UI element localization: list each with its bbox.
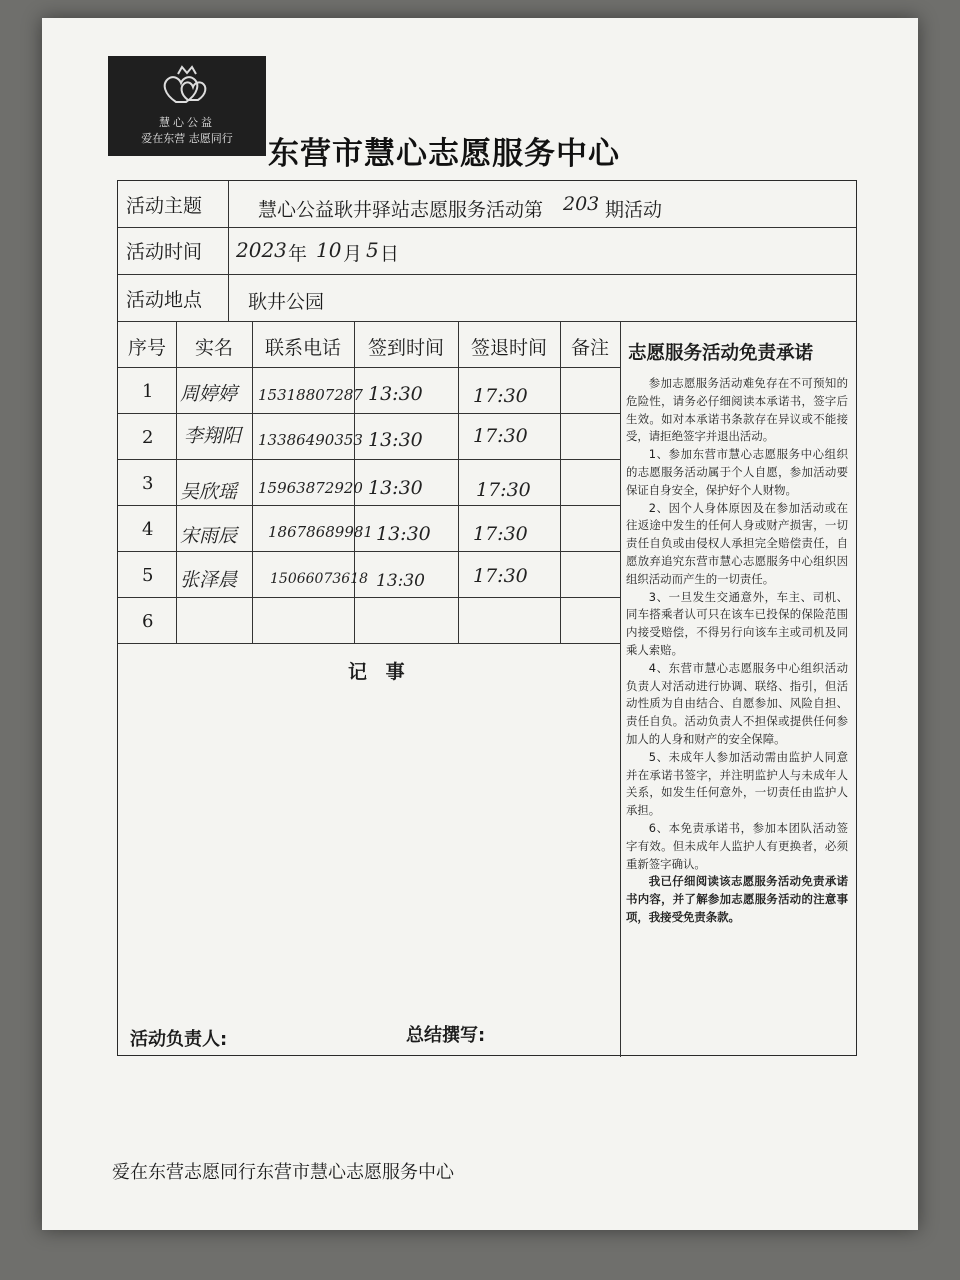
row-signin: 13:30 [376, 571, 425, 591]
row-no: 2 [142, 427, 154, 448]
row-no: 6 [142, 611, 154, 632]
row-name: 张泽晨 [180, 569, 238, 591]
leader-label: 活动负责人: [130, 1029, 228, 1050]
row-signout: 17:30 [473, 523, 528, 545]
theme-label: 活动主题 [126, 195, 203, 217]
row-signin: 13:30 [368, 477, 423, 499]
waiver-title: 志愿服务活动免责承诺 [628, 343, 814, 364]
row-name: 周婷婷 [180, 383, 238, 405]
header-remark: 备注 [570, 337, 609, 359]
row-no: 4 [142, 519, 154, 540]
theme-issue: 203 [563, 193, 600, 215]
waiver-item-3: 3、一旦发生交通意外，车主、司机、同车搭乘者认可只在该车已投保的保险范围内接受赔偿，不得另行向该车主或司机及同乘人索赔。 [626, 589, 848, 657]
row-phone: 13386490353 [258, 431, 363, 449]
row-phone: 18678689981 [268, 523, 373, 541]
place-label: 活动地点 [126, 289, 203, 311]
date-day-unit: 日 [380, 243, 400, 265]
row-phone: 15066073618 [270, 571, 368, 587]
place-value: 耿井公园 [248, 291, 325, 313]
bottom-slogan: 爱在东营志愿同行东营市慧心志愿服务中心 [112, 1162, 454, 1183]
date-year: 2023 [236, 238, 287, 262]
row-name: 宋雨辰 [180, 525, 238, 547]
header-signout: 签退时间 [470, 337, 547, 359]
row-signout: 17:30 [473, 565, 528, 587]
waiver-item-5: 5、未成年人参加活动需由监护人同意并在承诺书签字，并注明监护人与未成年人关系，如发生任何意外，一切责任由监护人承担。 [626, 749, 848, 818]
logo-name: 慧心公益 [159, 116, 215, 129]
activity-form [117, 180, 857, 1056]
date-day: 5 [366, 238, 379, 262]
waiver-item-4: 4、东营市慧心志愿服务中心组织活动负责人对活动进行协调、联络、指引，但活动性质为自由结合、自愿参加、风险自担、责任自负。活动负责人不担保或提供任何参加人的人身和财产的安全保障。 [626, 660, 848, 746]
heart-crown-icon [158, 64, 216, 110]
waiver-item-6: 6、本免责承诺书，参加本团队活动签字有效。但未成年人监护人有更换者，必须重新签字确认。 [626, 820, 848, 871]
row-signout: 17:30 [473, 385, 528, 407]
row-signout: 17:30 [476, 479, 531, 501]
summary-label: 总结撰写: [406, 1025, 486, 1046]
theme-prefix: 慧心公益耿井驿站志愿服务活动第 [258, 199, 544, 221]
header-phone: 联系电话 [264, 337, 341, 359]
row-name: 吴欣瑶 [180, 481, 238, 503]
row-phone: 15318807287 [258, 386, 363, 404]
time-label: 活动时间 [126, 241, 203, 263]
row-no: 3 [142, 473, 154, 494]
notes-title: 记 事 [348, 661, 411, 683]
date-year-unit: 年 [288, 243, 308, 265]
waiver-item-1: 1、参加东营市慧心志愿服务中心组织的志愿服务活动属于个人自愿，参加活动要保证自身安全，保护好个人财物。 [626, 447, 848, 497]
waiver-closing: 我已仔细阅读该志愿服务活动免责承诺书内容，并了解参加志愿服务活动的注意事项，我接受免责条款。 [626, 874, 848, 924]
org-title: 东营市慧心志愿服务中心 [268, 136, 620, 172]
header-no: 序号 [127, 337, 166, 359]
row-signin: 13:30 [368, 429, 423, 451]
date-month: 10 [316, 238, 342, 262]
row-no: 5 [142, 565, 154, 586]
row-phone: 15963872920 [258, 479, 363, 497]
logo [108, 56, 266, 156]
logo-slogan: 爱在东营 志愿同行 [141, 132, 233, 145]
row-no: 1 [142, 381, 154, 402]
row-signin: 13:30 [368, 383, 423, 405]
theme-suffix: 期活动 [605, 199, 663, 221]
row-signin: 13:30 [376, 523, 431, 545]
date-month-unit: 月 [343, 243, 363, 265]
waiver-text [626, 375, 848, 927]
waiver-item-2: 2、因个人身体原因及在参加活动或在往返途中发生的任何人身或财产损害，一切责任自负或由侵权人承担完全赔偿责任，自愿放弃追究东营市慧心志愿服务中心组织因组织活动而产生的一切责任。 [626, 500, 848, 586]
header-signin: 签到时间 [367, 337, 444, 359]
row-name: 李翔阳 [184, 425, 242, 447]
waiver-intro: 参加志愿服务活动难免存在不可预知的危险性，请务必仔细阅读本承诺书，签字后生效。如对本承诺书条款存在异议或不能接受，请拒绝签字并退出活动。 [626, 376, 848, 444]
row-signout: 17:30 [473, 425, 528, 447]
header-name: 实名 [194, 337, 233, 359]
